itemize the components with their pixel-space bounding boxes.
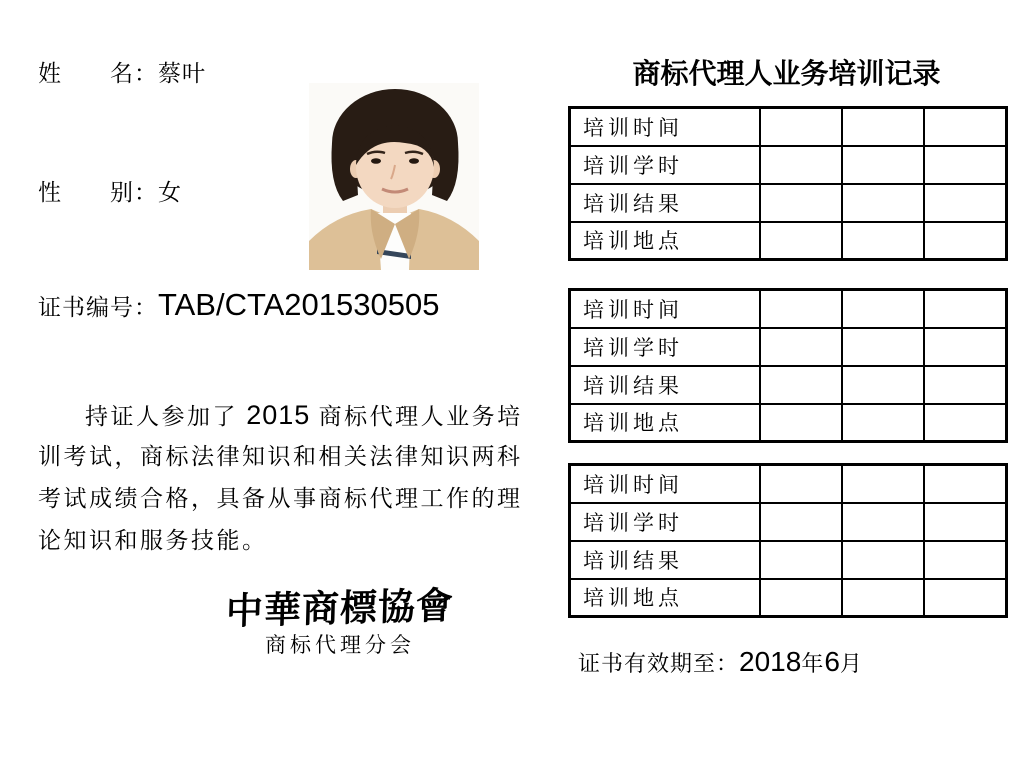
training-record-table-1 (568, 106, 1008, 261)
entry-cell (842, 503, 924, 541)
table-row (570, 222, 1007, 260)
entry-cell (924, 366, 1007, 404)
name-value: 蔡叶 (158, 61, 206, 86)
entry-cell (842, 579, 924, 617)
table-row (570, 184, 1007, 222)
entry-cell (760, 503, 842, 541)
entry-cell (842, 290, 924, 328)
entry-cell (924, 503, 1007, 541)
entry-cell (924, 290, 1007, 328)
holder-photo-illustration (309, 83, 479, 270)
entry-cell (760, 290, 842, 328)
row-label-training-place: 培训地点 (570, 222, 760, 260)
row-label-training-time: 培训时间 (570, 290, 760, 328)
entry-cell (760, 541, 842, 579)
table-row (570, 146, 1007, 184)
entry-cell (842, 184, 924, 222)
gender-label: 性 别： (38, 180, 158, 205)
entry-cell (924, 541, 1007, 579)
exam-year: 2015 (246, 400, 311, 430)
statement-line-1: 持证人参加了 2015 商标代理人业务培 (85, 400, 523, 430)
entry-cell (760, 146, 842, 184)
entry-cell (842, 222, 924, 260)
association-branch-name: 商标代理分会 (265, 633, 415, 657)
certificate-validity-line: 证书有效期至：2018年6月 (578, 646, 863, 677)
entry-cell (924, 184, 1007, 222)
name-label: 姓 名： (38, 61, 158, 86)
statement-line-4: 论知识和服务技能。 (38, 528, 268, 553)
entry-cell (760, 465, 842, 503)
row-label-training-place: 培训地点 (570, 404, 760, 442)
statement-line-2: 训考试，商标法律知识和相关法律知识两科 (38, 444, 523, 469)
entry-cell (842, 146, 924, 184)
row-label-training-time: 培训时间 (570, 465, 760, 503)
table-row (570, 503, 1007, 541)
table-row (570, 108, 1007, 146)
entry-cell (924, 222, 1007, 260)
row-label-training-hours: 培训学时 (570, 146, 760, 184)
entry-cell (842, 328, 924, 366)
entry-cell (924, 404, 1007, 442)
entry-cell (924, 108, 1007, 146)
training-record-table-3 (568, 463, 1008, 618)
statement-line-3: 考试成绩合格，具备从事商标代理工作的理 (38, 486, 523, 511)
holder-name-line (38, 55, 206, 88)
certification-statement (38, 394, 523, 562)
entry-cell (842, 404, 924, 442)
gender-value: 女 (158, 180, 182, 205)
table-row (570, 290, 1007, 328)
row-label-training-result: 培训结果 (570, 366, 760, 404)
training-record-table-2 (568, 288, 1008, 443)
row-label-training-hours: 培训学时 (570, 328, 760, 366)
row-label-training-hours: 培训学时 (570, 503, 760, 541)
row-label-training-result: 培训结果 (570, 184, 760, 222)
table-row (570, 404, 1007, 442)
certificate-number-label: 证书编号： (38, 295, 158, 320)
entry-cell (760, 366, 842, 404)
association-seal-signature: 中華商標協會 (225, 585, 455, 634)
entry-cell (760, 328, 842, 366)
table-row (570, 328, 1007, 366)
entry-cell (760, 579, 842, 617)
row-label-training-place: 培训地点 (570, 579, 760, 617)
holder-photo (309, 83, 479, 270)
validity-label: 证书有效期至： (578, 651, 740, 676)
training-record-title: 商标代理人业务培训记录 (632, 58, 941, 89)
entry-cell (842, 465, 924, 503)
entry-cell (842, 366, 924, 404)
entry-cell (842, 108, 924, 146)
certificate-number-value: TAB/CTA201530505 (158, 287, 440, 322)
validity-year: 2018 (739, 646, 802, 677)
row-label-training-time: 培训时间 (570, 108, 760, 146)
entry-cell (760, 222, 842, 260)
entry-cell (924, 146, 1007, 184)
table-row (570, 541, 1007, 579)
entry-cell (842, 541, 924, 579)
row-label-training-result: 培训结果 (570, 541, 760, 579)
certificate-number-line (38, 288, 439, 325)
table-row (570, 579, 1007, 617)
table-row (570, 465, 1007, 503)
entry-cell (760, 404, 842, 442)
holder-gender-line (38, 174, 182, 207)
entry-cell (924, 328, 1007, 366)
entry-cell (924, 579, 1007, 617)
validity-month: 6 (824, 646, 840, 677)
table-row (570, 366, 1007, 404)
entry-cell (924, 465, 1007, 503)
entry-cell (760, 184, 842, 222)
entry-cell (760, 108, 842, 146)
